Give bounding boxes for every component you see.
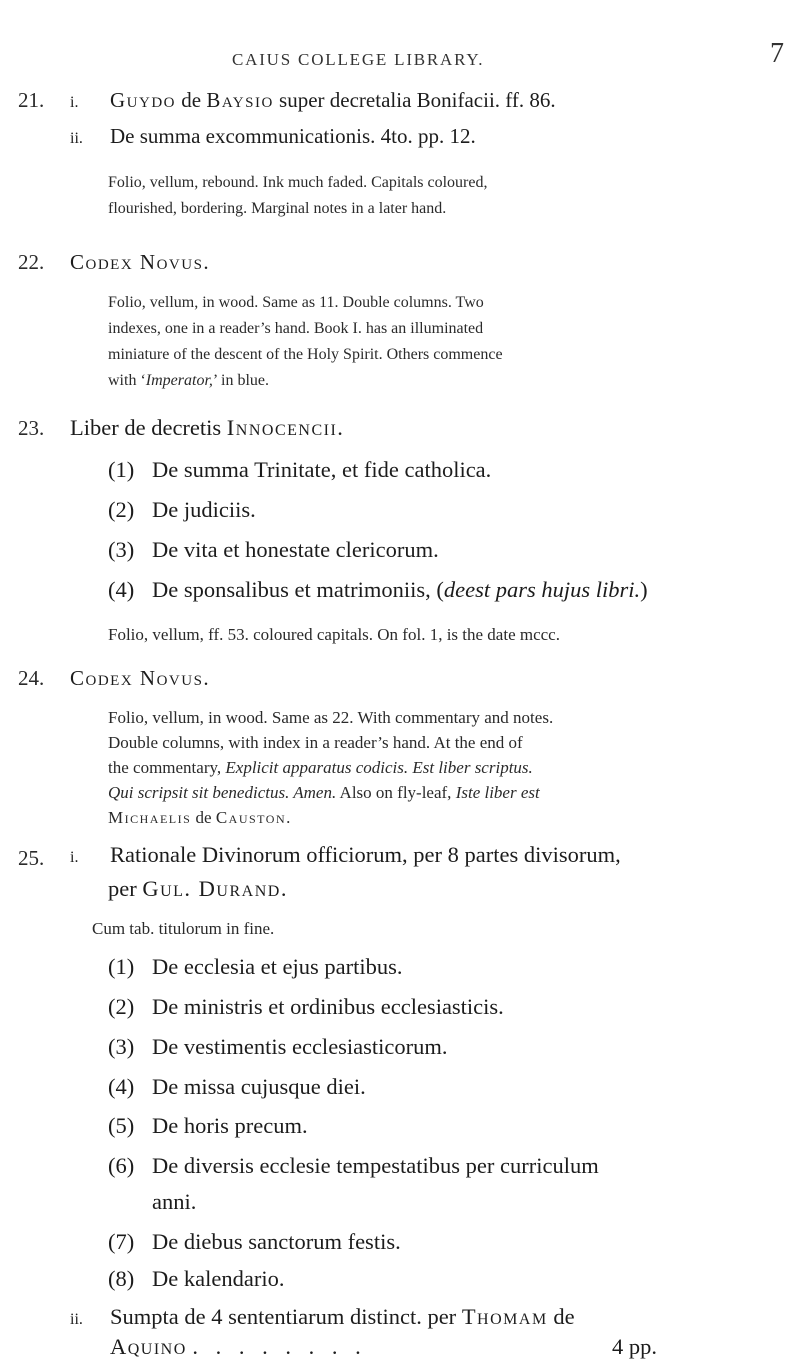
item-number: (5) xyxy=(108,1113,135,1138)
list-item xyxy=(108,1074,366,1100)
item-text: De ecclesia et ejus partibus. xyxy=(152,954,403,979)
note-text: the commentary, xyxy=(108,758,222,777)
entry-25-part-ii-line2 xyxy=(110,1334,680,1360)
list-item xyxy=(108,1113,308,1139)
entry-number: 22. xyxy=(18,250,45,274)
item-text: anni. xyxy=(152,1189,197,1214)
entry-24-title: Codex Novus. xyxy=(70,666,211,690)
item-number: (7) xyxy=(108,1229,135,1254)
entry-21-part-ii xyxy=(70,124,476,149)
item-number: (3) xyxy=(108,537,135,562)
item-text: De missa cujusque diei. xyxy=(152,1074,366,1099)
item-number: (2) xyxy=(108,994,135,1019)
list-item-continuation xyxy=(108,1189,196,1215)
text: de xyxy=(181,88,202,112)
title-text: super decretalia Bonifacii. ff. 86. xyxy=(279,88,556,112)
entry-23-title xyxy=(70,415,344,441)
title-text: Sumpta de 4 sententiarum distinct. per xyxy=(110,1304,457,1329)
entry-number: 25. xyxy=(18,846,45,870)
item-number: (6) xyxy=(108,1153,135,1178)
list-item xyxy=(108,497,256,523)
entry-21-note xyxy=(108,170,487,222)
item-text: De summa Trinitate, et fide catholica. xyxy=(152,457,492,482)
person-name: Michaelis xyxy=(108,808,192,827)
entry-25-author-line xyxy=(108,876,288,902)
item-number: (4) xyxy=(108,1074,135,1099)
note-line xyxy=(108,755,553,780)
author-name: Aquino xyxy=(110,1334,187,1359)
item-text: ) xyxy=(640,577,648,602)
title-text: de xyxy=(553,1304,575,1329)
title-text: Liber de decretis xyxy=(70,415,222,440)
item-text: De sponsalibus et matrimoniis, ( xyxy=(152,577,444,602)
item-number: (1) xyxy=(108,954,135,979)
note-text: ’ in blue. xyxy=(212,372,270,389)
note-line: Double columns, with index in a reader’s hand. At the end of xyxy=(108,733,523,752)
list-item xyxy=(108,954,403,980)
roman-numeral: ii. xyxy=(70,1311,83,1328)
note-text: with ‘ xyxy=(108,372,146,389)
item-text: De ministris et ordinibus ecclesiasticis. xyxy=(152,994,504,1019)
entry-25-cum-line: Cum tab. titulorum in fine. xyxy=(92,919,275,938)
item-text: De judiciis. xyxy=(152,497,256,522)
list-item xyxy=(108,1034,448,1060)
page-number: 7 xyxy=(770,38,784,69)
note-text: de xyxy=(195,808,212,827)
entry-22-title: Codex Novus. xyxy=(70,250,211,274)
note-italic: Imperator, xyxy=(145,372,213,389)
note-line xyxy=(108,780,553,805)
item-number: (8) xyxy=(108,1266,135,1291)
title-text: per xyxy=(108,876,137,901)
page-count: 4 pp. xyxy=(612,1334,657,1359)
list-item xyxy=(108,994,504,1020)
author-name: Baysio xyxy=(206,88,274,112)
entry-25-part-i xyxy=(70,842,621,868)
title-text: De summa excommunicationis. 4to. pp. 12. xyxy=(110,124,476,148)
item-text: De diversis ecclesie tempestatibus per curriculum xyxy=(152,1153,599,1178)
item-italic: deest pars hujus libri. xyxy=(443,577,641,602)
entry-number: 24. xyxy=(18,666,45,690)
list-item xyxy=(108,1266,284,1292)
item-text: De horis precum. xyxy=(152,1113,308,1138)
item-number: (2) xyxy=(108,497,135,522)
entry-22-note xyxy=(108,290,503,394)
entry-23-note: Folio, vellum, ff. 53. coloured capitals. On fol. 1, is the date mccc. xyxy=(108,625,560,644)
list-item xyxy=(108,537,439,563)
item-text: De diebus sanctorum festis. xyxy=(152,1229,401,1254)
item-number: (3) xyxy=(108,1034,135,1059)
item-text: De vestimentis ecclesiasticorum. xyxy=(152,1034,448,1059)
entry-24-note xyxy=(108,705,553,830)
running-head: CAIUS COLLEGE LIBRARY. xyxy=(232,50,485,69)
note-line xyxy=(108,805,553,830)
note-line: flourished, bordering. Marginal notes in a later hand. xyxy=(108,200,447,217)
roman-numeral: i. xyxy=(70,94,79,111)
leader-dots: . . . . . . . . xyxy=(192,1334,367,1359)
author-name: Innocencii. xyxy=(226,415,345,440)
list-item xyxy=(108,1229,401,1255)
list-item xyxy=(108,1153,599,1179)
title-text: Rationale Divinorum officiorum, per 8 partes divisorum, xyxy=(110,842,621,867)
list-item xyxy=(108,577,648,603)
person-name: Causton. xyxy=(215,808,292,827)
item-text: De kalendario. xyxy=(152,1266,285,1291)
note-line: indexes, one in a reader’s hand. Book I. has an illuminated xyxy=(108,320,484,337)
entry-21-part-i xyxy=(70,88,556,113)
entry-25-part-ii xyxy=(70,1304,575,1330)
entry-number: 23. xyxy=(18,416,45,440)
note-line: Folio, vellum, in wood. Same as 11. Double columns. Two xyxy=(108,294,484,311)
author-name: Guydo xyxy=(110,88,176,112)
note-line: Folio, vellum, in wood. Same as 22. With commentary and notes. xyxy=(108,708,554,727)
entry-number: 21. xyxy=(18,88,45,112)
list-item xyxy=(108,457,491,483)
item-number: (1) xyxy=(108,457,135,482)
note-text: Also on fly-leaf, xyxy=(339,783,452,802)
author-name: Thomam xyxy=(461,1304,548,1329)
note-italic: Iste liber est xyxy=(455,783,540,802)
note-line: Folio, vellum, rebound. Ink much faded. Capitals coloured, xyxy=(108,174,488,191)
note-italic: Qui scripsit sit benedictus. Amen. xyxy=(108,783,337,802)
item-number: (4) xyxy=(108,577,135,602)
note-line xyxy=(108,368,503,394)
item-text: De vita et honestate clericorum. xyxy=(152,537,439,562)
note-line: miniature of the descent of the Holy Spirit. Others commence xyxy=(108,346,503,363)
roman-numeral: ii. xyxy=(70,130,83,147)
author-name: Gul. Durand. xyxy=(142,876,288,901)
roman-numeral: i. xyxy=(70,849,79,866)
note-italic: Explicit apparatus codicis. Est liber scriptus. xyxy=(225,758,533,777)
